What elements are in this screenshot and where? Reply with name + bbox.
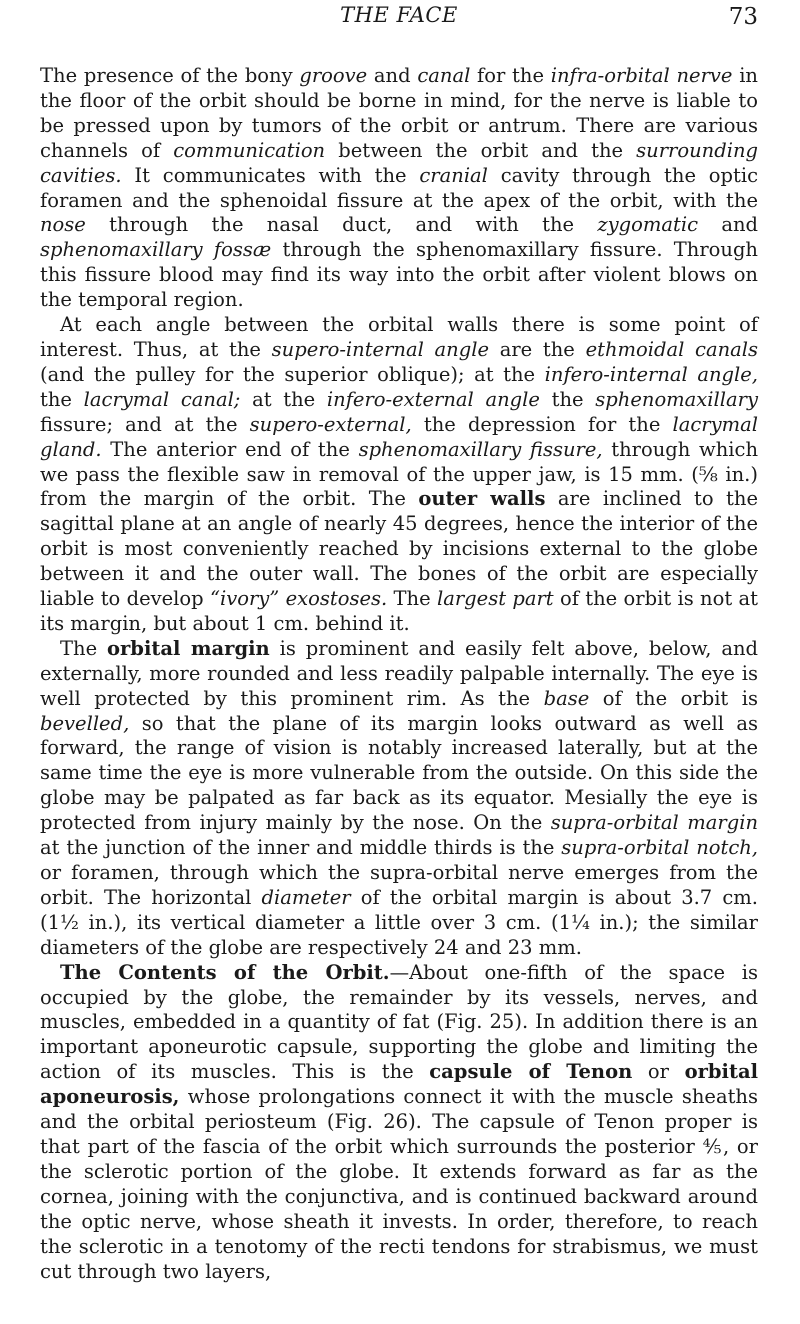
italic-run: supero-external, (249, 412, 412, 436)
text-run: —About one-fifth of the space is occupied by the globe, the remainder by its vessels, nerves, and muscles, embedded in a quantity of fat (Fig. 25). In addition there is an important aponeurotic capsule, supporting the globe and limiting the action of its muscles. This is the (40, 960, 759, 1084)
bold-run: capsule of Tenon (429, 1060, 633, 1084)
italic-run: infra-orbital nerve (550, 64, 733, 87)
paragraph (40, 64, 758, 313)
text-run: so that the plane of its margin looks outward as well as forward, the range of vision is notably increased laterally, but at the same time the eye is more vulnerable from the outside. On this side the globe may be palpated as far back as its equator. Mesially the eye is protected from injury mainly by the nose. On the (40, 711, 758, 835)
page-number: 73 (728, 4, 758, 30)
italic-run: infero-internal angle, (544, 362, 758, 386)
italic-run: diameter (261, 885, 351, 909)
paragraph (40, 313, 758, 637)
paragraph (40, 961, 758, 1285)
italic-run: communication (173, 138, 326, 162)
text-run: of the orbital margin is about 3.7 cm. (1½ in.), its vertical diameter a little over 3 cm. (1¼ in.); the similar diameters of the globe are respectively 24 and 23 mm. (40, 885, 758, 959)
italic-run: canal (417, 64, 471, 87)
text-run: and (367, 64, 418, 87)
italic-run: supero-internal angle (271, 337, 489, 361)
italic-run: “ivory” exostoses. (209, 587, 388, 611)
italic-run: sphenomaxillary (595, 387, 758, 411)
text-run: (and the pulley for the superior oblique); at the (40, 362, 545, 386)
text-run: for the (470, 64, 551, 87)
italic-run: lacrymal canal; (83, 387, 241, 411)
text-run: The anterior end of the (101, 437, 359, 461)
text-run: between the orbit and the (325, 138, 637, 162)
text-run: is prominent and easily felt above, below, and externally, more rounded and less readily palpable internally. The eye is well protected by this prominent rim. As the (40, 636, 758, 710)
italic-run: sphenomaxillary fissure, (358, 437, 603, 461)
italic-run: groove (299, 64, 368, 87)
italic-run: cranial (419, 163, 488, 187)
bold-run: outer walls (418, 487, 546, 511)
text-run: and (698, 213, 758, 237)
text-run: The (387, 587, 437, 611)
italic-run: ethmoidal canals (585, 337, 758, 361)
text-run: at the (240, 387, 327, 411)
text-run: through which we pass the flexible saw in removal of the upper jaw, is 15 mm. (⅝ in.) from the margin of the orbit. The (40, 437, 759, 511)
italic-run: infero-external angle (326, 387, 540, 411)
italic-run: surrounding cavities. (40, 138, 758, 187)
italic-run: base (543, 686, 590, 710)
italic-run: supra-orbital notch, (561, 836, 759, 860)
text-run: at the junction of the inner and middle thirds is the (40, 836, 562, 860)
text-run: in the floor of the orbit should be borne in mind, for the nerve is liable to be pressed upon by tumors of the orbit or antrum. There are various channels of (40, 64, 758, 162)
text-run: fissure; and at the (40, 412, 250, 436)
text-run: whose prolongations connect it with the muscle sheaths and the orbital periosteum (Fig. 26). The capsule of Tenon proper is that part of the fascia of the orbit which surrounds the posterior ⅘, or the sclerotic portion of the globe. It extends forward as far as the cornea, joining with the conjunctiva, and is continued backward around the optic nerve, whose sheath it invests. In order, therefore, to reach the sclerotic in a tenotomy of the recti tendons for strabismus, we must cut through two layers, (40, 1085, 758, 1283)
text-run: the depression for the (411, 412, 673, 436)
text-run: through the sphenomaxillary fissure. Through this fissure blood may find its way into the orbit after violent blows on the temporal region. (40, 238, 758, 312)
text-run: It communicates with the (121, 163, 420, 187)
italic-run: nose (40, 213, 86, 237)
running-header (40, 0, 758, 40)
italic-run: bevelled, (40, 711, 130, 735)
text-run: The presence of the bony (40, 64, 300, 87)
text-run: are the (488, 337, 586, 361)
italic-run: zygomatic (597, 213, 698, 237)
italic-run: sphenomaxillary fossæ (40, 238, 272, 262)
text-run: the (539, 387, 596, 411)
text-run: are inclined to the sagittal plane at an angle of nearly 45 degrees, hence the interior of the orbit is most conveniently reached by incisions external to the globe between it and the outer wall. The bones of the orbit are especially liable to develop (40, 487, 758, 611)
italic-run: lacrymal gland. (40, 412, 758, 461)
text-run: the (40, 387, 84, 411)
paragraph (40, 637, 758, 961)
text-run: through the nasal duct, and with the (85, 213, 598, 237)
running-title: THE FACE (340, 3, 458, 27)
bold-run: orbital aponeurosis, (40, 1060, 758, 1109)
italic-run: largest part (436, 587, 554, 611)
text-run: At each angle between the orbital walls there is some point of interest. Thus, at the (40, 313, 758, 361)
body-text (40, 64, 758, 1284)
text-run: of the orbit is not at its margin, but about 1 cm. behind it. (40, 587, 758, 635)
text-run: of the orbit is (589, 686, 759, 710)
text-run: The (60, 636, 108, 660)
bold-run: The Contents of the Orbit. (60, 960, 390, 984)
bold-run: orbital margin (107, 636, 270, 660)
text-run: or foramen, through which the supra-orbital nerve emerges from the orbit. The horizontal (40, 861, 758, 909)
text-run: cavity through the optic foramen and the sphenoidal fissure at the apex of the orbit, with the (40, 163, 759, 212)
italic-run: supra-orbital margin (550, 811, 759, 835)
text-run: or (632, 1060, 685, 1084)
